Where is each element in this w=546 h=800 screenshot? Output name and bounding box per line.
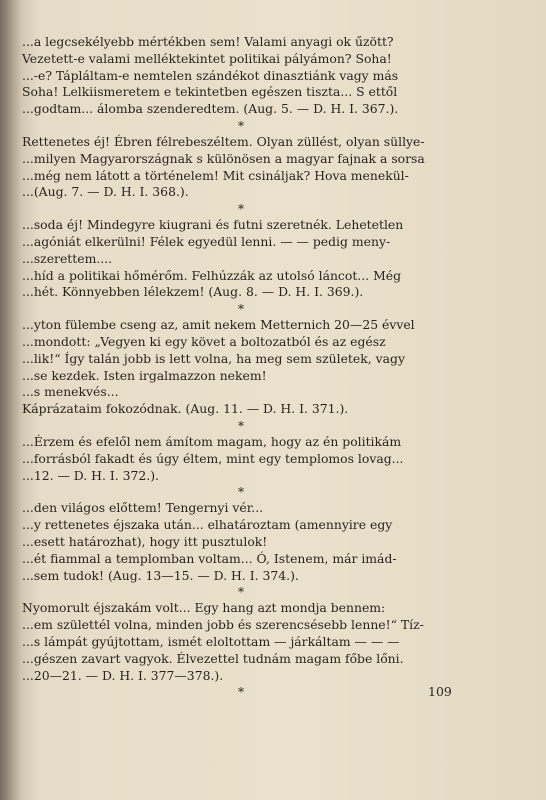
- text-line: Káprázataim fokozódnak. (Aug. 11. — D. H. I. 371.).: [22, 401, 349, 417]
- text-line: Soha! Lelkiismeretem e tekintetben egészen tiszta... S ettől: [22, 84, 398, 100]
- text-line: ...hét. Könnyebben lélekzem! (Aug. 8. — D. H. I. 369.).: [22, 284, 364, 300]
- text-line: ...ét fiammal a templomban voltam... Ó, Istenem, már imád-: [22, 550, 397, 566]
- section-separator: *: [238, 585, 244, 600]
- text-line: ...sem tudok! (Aug. 13—15. — D. H. I. 374.).: [22, 567, 299, 583]
- text-line: ...még nem látott a történelem! Mit csináljak? Hova menekül-: [22, 167, 409, 183]
- diary-text: [22, 34, 460, 700]
- diary-entry: [22, 600, 460, 684]
- section-separator: *: [238, 302, 244, 317]
- section-separator: *: [238, 685, 244, 700]
- text-line: ...12. — D. H. I. 372.).: [22, 467, 159, 483]
- text-line: ...(Aug. 7. — D. H. I. 368.).: [22, 184, 189, 200]
- text-line: ...em születtél volna, minden jobb és szerencsésebb lenne!“ Tíz-: [22, 617, 424, 633]
- text-line: ...soda éj! Mindegyre kiugrani és futni szeretnék. Lehetetlen: [22, 217, 404, 233]
- text-line: Rettenetes éj! Ébren félrebeszéltem. Olyan züllést, olyan süllye-: [22, 133, 425, 149]
- text-line: ...szerettem....: [22, 250, 113, 266]
- section-separator: *: [238, 485, 244, 500]
- page-number: 109: [428, 684, 452, 699]
- text-line: ...y rettenetes éjszaka után... elhatároztam (amennyire egy: [22, 517, 393, 533]
- diary-entry: [22, 217, 460, 301]
- text-line: ...-e? Tápláltam-e nemtelen szándékot dinasztiánk vagy más: [22, 67, 399, 83]
- text-line: ...híd a politikai hőmérőm. Felhúzzák az utolsó láncot... Még: [22, 267, 402, 283]
- section-separator: *: [238, 118, 244, 133]
- diary-entry: [22, 500, 460, 584]
- text-line: ...se kezdek. Isten irgalmazzon nekem!: [22, 367, 267, 383]
- text-line: ...a legcsekélyebb mértékben sem! Valami anyagi ok űzött?: [22, 34, 394, 49]
- page-gutter-shadow: [0, 0, 22, 800]
- text-line: Vezetett-e valami melléktekintet politikai pályámon? Soha!: [22, 50, 392, 66]
- text-line: ...s menekvés...: [22, 384, 119, 400]
- text-line: ...den világos előttem! Tengernyi vér...: [22, 500, 264, 516]
- text-line: ...milyen Magyarországnak s különösen a magyar fajnak a sorsa: [22, 150, 425, 166]
- text-line: ...yton fülembe cseng az, amit nekem Metternich 20—25 évvel: [22, 317, 415, 333]
- diary-entry: [22, 434, 460, 484]
- text-line: ...s lámpát gyújtottam, ismét eloltottam — járkáltam — — —: [22, 633, 400, 649]
- diary-entry: [22, 134, 460, 201]
- text-line: ...gészen zavart vagyok. Élvezettel tudnám magam főbe lőni.: [22, 650, 404, 666]
- text-line: ...Érzem és efelől nem ámítom magam, hogy az én politikám: [22, 433, 402, 449]
- section-separator: *: [238, 418, 244, 433]
- diary-entry: [22, 34, 460, 118]
- text-line: ...godtam... álomba szenderedtem. (Aug. 5. — D. H. I. 367.).: [22, 101, 399, 117]
- section-separator: *: [238, 202, 244, 217]
- text-line: ...forrásból fakadt és úgy éltem, mint egy templomos lovag...: [22, 450, 404, 466]
- text-line: ...agóniát elkerülni! Félek egyedül lenni. — — pedig meny-: [22, 233, 391, 249]
- text-line: ...esett határozhat), hogy itt pusztulok!: [22, 533, 268, 549]
- text-line: ...mondott: „Vegyen ki egy követ a boltozatból és az egész: [22, 333, 386, 349]
- text-line: ...20—21. — D. H. I. 377—378.).: [22, 667, 224, 683]
- diary-entry: [22, 317, 460, 418]
- text-line: Nyomorult éjszakám volt... Egy hang azt mondja bennem:: [22, 600, 386, 616]
- text-line: ...lik!“ Így talán jobb is lett volna, ha meg sem születek, vagy: [22, 350, 405, 366]
